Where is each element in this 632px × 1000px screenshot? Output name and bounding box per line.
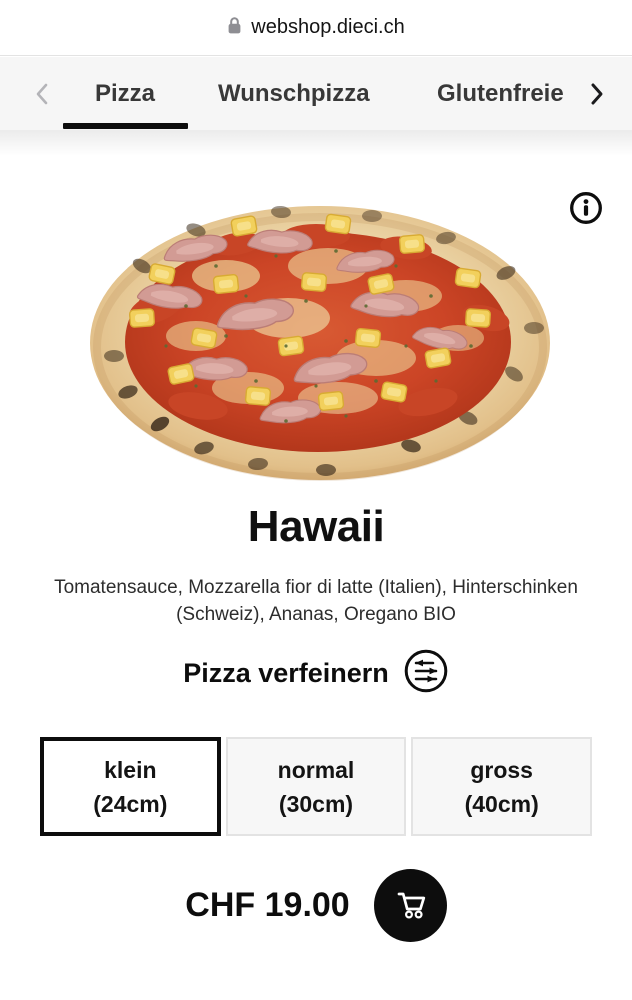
tab-bar-shadow [0,130,632,156]
add-to-cart-button[interactable] [374,869,447,942]
tab-pizza-label: Pizza [95,79,156,107]
customize-pizza-button[interactable] [0,648,632,698]
sliders-icon [403,648,449,699]
product-price: CHF 19.00 [185,886,350,924]
tab-glutenfreie-label: Glutenfreie [437,79,564,107]
browser-url-bar[interactable] [0,0,632,56]
size-name: normal [277,756,355,783]
price-row [0,869,632,942]
product-image-pizza [76,196,564,488]
product-description [0,574,632,628]
chevron-right-icon[interactable] [588,80,606,113]
customize-label: Pizza verfeinern [183,657,389,688]
size-dimension: (30cm) [278,790,354,817]
size-selector [40,737,592,836]
size-name: klein [104,756,157,783]
product-description-line2: (Schweiz), Ananas, Oregano BIO [176,604,456,625]
size-dimension: (24cm) [93,790,168,817]
size-name: gross [470,756,533,783]
product-title: Hawaii [247,502,385,551]
product-description-line1: Tomatensauce, Mozzarella fior di latte (Italien), Hinterschinken [54,577,578,598]
active-tab-underline [63,123,188,129]
info-icon[interactable] [568,190,604,226]
category-tab-bar [0,57,632,130]
cart-icon [390,884,430,927]
size-option-gross[interactable] [411,737,592,836]
size-option-normal[interactable] [226,737,407,836]
chevron-left-icon[interactable] [34,81,50,112]
tab-wunschpizza[interactable] [218,57,370,130]
size-option-klein[interactable] [40,737,221,836]
tab-glutenfreie[interactable] [437,57,577,130]
url-text: webshop.dieci.ch [251,16,405,38]
size-dimension: (40cm) [464,790,539,817]
lock-icon [227,16,242,40]
tab-wunschpizza-label: Wunschpizza [218,79,370,107]
tab-pizza[interactable] [95,57,155,130]
